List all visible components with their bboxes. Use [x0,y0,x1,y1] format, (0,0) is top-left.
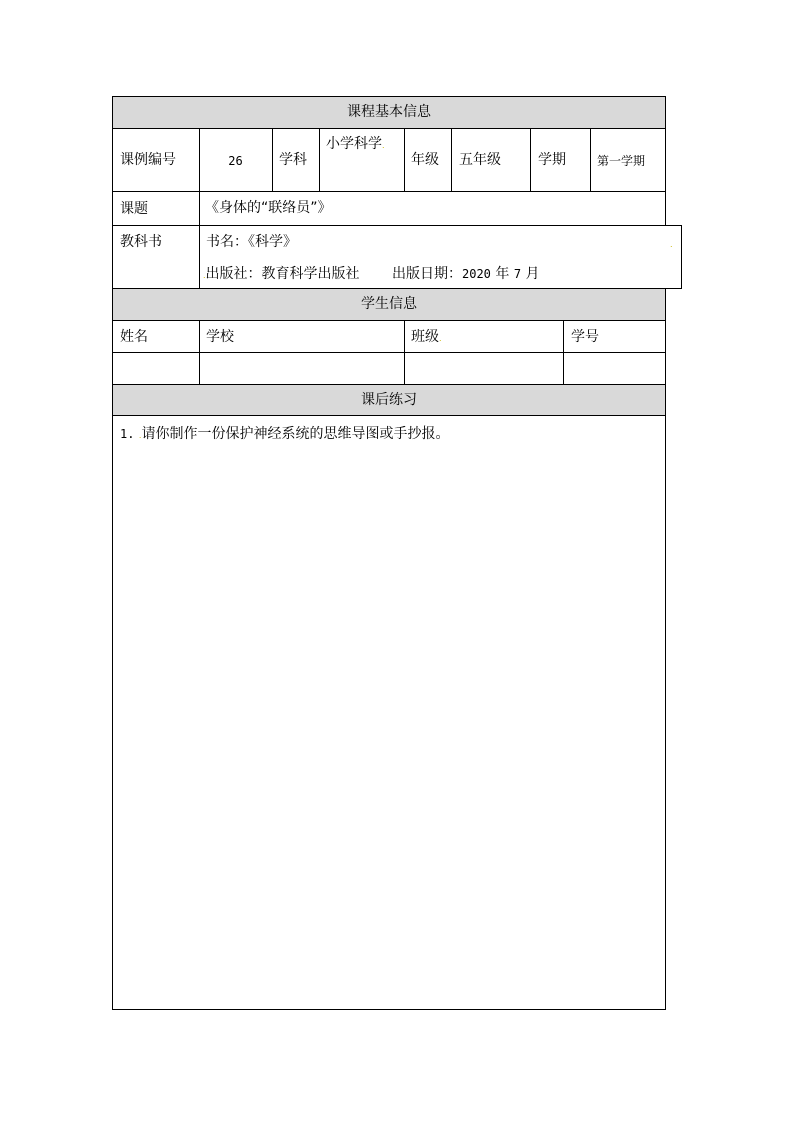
table-border-line [530,128,531,192]
student-number-label: 学号 [571,329,599,345]
table-border-line [112,96,113,1010]
topic-value: 《身体的“联络员”》 [205,200,332,216]
table-border-line [112,352,666,353]
table-border-line [112,320,666,321]
class-label: 班级. [411,329,442,345]
publish-date [392,265,540,283]
table-border-line [199,320,200,385]
book-name [206,233,297,251]
grade-label: 年级 [411,152,439,168]
table-border-line [112,415,666,416]
table-border-line [681,225,682,289]
textbook-label: 教科书 [120,234,162,250]
subject-value-text: 小学科学 [326,136,382,152]
grade-value: 五年级 [459,152,501,168]
table-border-line [451,128,452,192]
table-border-line [112,96,666,97]
table-border-line [665,96,666,226]
publish-month: 7 [513,267,522,281]
homework-item-text: 请你制作一份保护神经系统的思维导图或手抄报。 [141,426,450,442]
table-border-line [112,225,682,226]
table-border-line [319,128,320,192]
homework-item: 1. .请你制作一份保护神经系统的思维导图或手抄报。 [120,426,450,442]
homework-header: 课后练习 [113,385,665,415]
term-label: 学期 [538,152,566,168]
publish-date-label: 出版日期： [392,266,462,282]
subject-label: 学科 [279,152,307,168]
publisher: .出版社：教育科学出版社 [203,266,360,282]
table-border-line [112,288,682,289]
student-info-header: 学生信息 [113,289,665,320]
table-border-line [112,191,666,192]
book-name-label: 书名： [206,234,248,250]
publisher-value: 教育科学出版社 [261,266,360,282]
publisher-label: 出版社： [205,266,262,282]
table-border-line [272,128,273,192]
school-label: 学校 [206,329,234,345]
paragraph-mark: . [670,240,673,249]
month-unit: 月 [525,266,540,282]
table-border-line [665,288,666,1010]
year-unit: 年 [495,266,510,282]
table-border-line [590,128,591,192]
table-border-line [112,1009,666,1010]
table-border-line [404,128,405,192]
case-number-value: 26 [228,154,243,168]
class-label-text: 班级 [411,329,439,345]
table-border-line [112,384,666,385]
table-border-line [199,191,200,289]
subject-value: 小学科学. [326,136,385,152]
book-name-value: 《科学》 [248,234,297,250]
table-border-line [112,128,666,129]
topic-label: 课题 [120,201,148,217]
term-value: 第一学期 [597,154,646,168]
homework-item-number: 1. [120,427,135,441]
course-info-header: 课程基本信息 [113,97,665,128]
table-border-line [563,320,564,385]
case-number-label: 课例编号 [120,152,176,168]
publish-year: 2020 [462,267,491,281]
name-label: 姓名 [120,329,148,345]
table-border-line [404,320,405,385]
